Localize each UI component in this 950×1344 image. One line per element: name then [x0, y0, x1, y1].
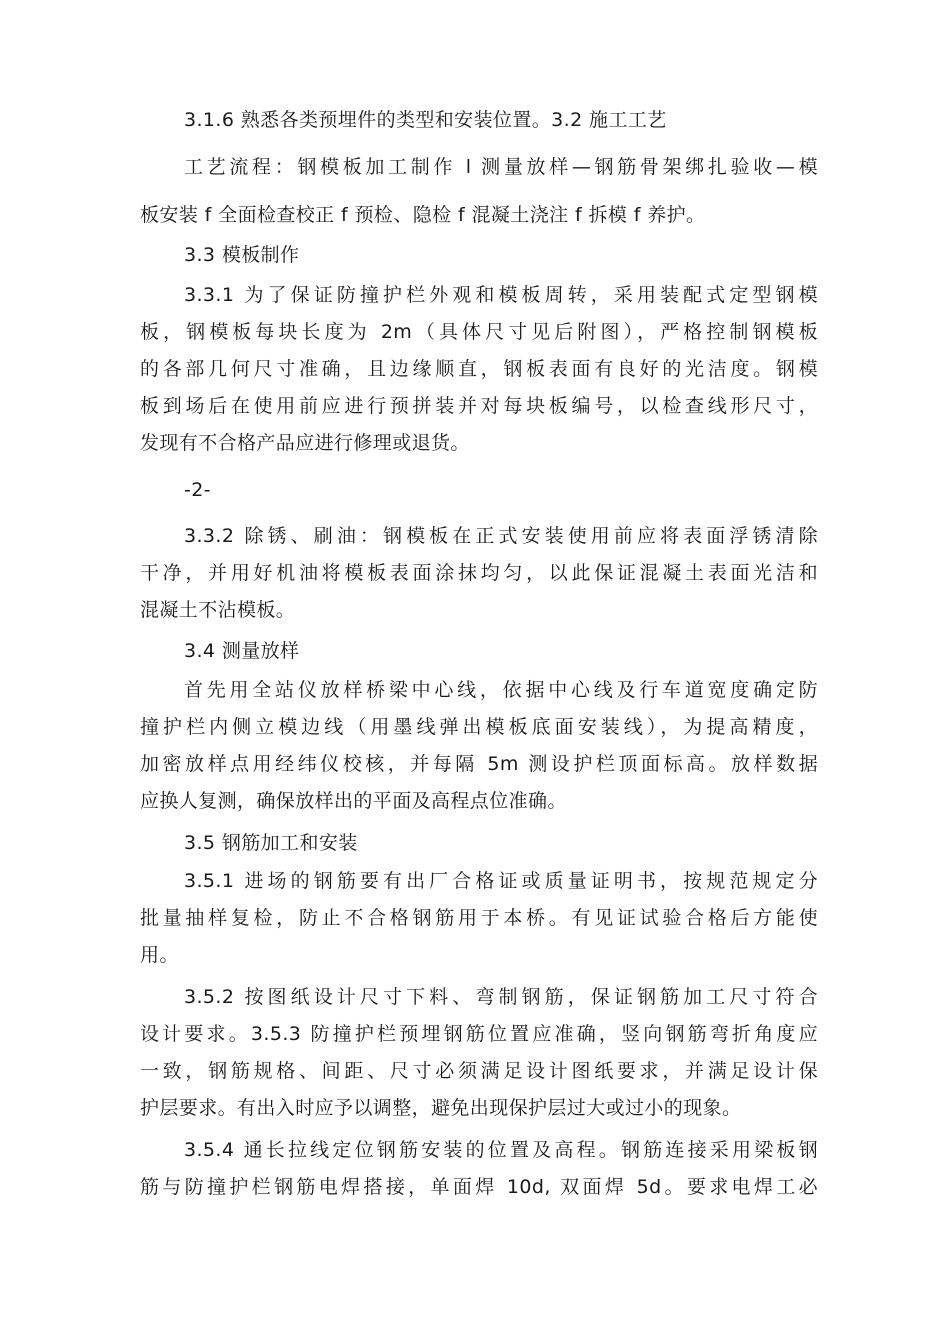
- text-line: 板，钢模板每块长度为 2m（具体尺寸见后附图），严格控制钢模板: [140, 321, 818, 343]
- section-heading: 3.4 测量放样: [184, 640, 300, 662]
- text-line: 批量抽样复检，防止不合格钢筋用于本桥。有见证试验合格后方能使: [140, 907, 818, 929]
- text-line: 板安装 f 全面检查校正 f 预检、隐检 f 混凝土浇注 f 拆模 f 养护。: [140, 204, 706, 226]
- text-line: 一致，钢筋规格、间距、尺寸必须满足设计图纸要求，并满足设计保: [140, 1060, 818, 1082]
- text-line: 板到场后在使用前应进行预拼装并对每块板编号，以检查线形尺寸，: [140, 395, 818, 417]
- text-line: 的各部几何尺寸准确，且边缘顺直，钢板表面有良好的光洁度。钢模: [140, 358, 818, 380]
- text-line: 3.3.1 为了保证防撞护栏外观和模板周转，采用装配式定型钢模: [184, 284, 818, 306]
- text-line: 加密放样点用经纬仪校核，并每隔 5m 测设护栏顶面标高。放样数据: [140, 753, 818, 775]
- text-line: 3.5.4 通长拉线定位钢筋安装的位置及高程。钢筋连接采用梁板钢: [184, 1139, 818, 1161]
- text-line: 3.5.1 进场的钢筋要有出厂合格证或质量证明书，按规范规定分: [184, 870, 818, 892]
- text-line: 设计要求。3.5.3 防撞护栏预埋钢筋位置应准确，竖向钢筋弯折角度应: [140, 1023, 818, 1045]
- text-line: 工艺流程：钢模板加工制作 l 测量放样—钢筋骨架绑扎验收—模: [184, 156, 818, 178]
- section-heading: 3.3 模板制作: [184, 244, 300, 266]
- text-line: 3.3.2 除锈、刷油：钢模板在正式安装使用前应将表面浮锈清除: [184, 525, 818, 547]
- section-heading: 3.5 钢筋加工和安装: [184, 832, 358, 854]
- text-line: 3.1.6 熟悉各类预埋件的类型和安装位置。3.2 施工工艺: [184, 109, 667, 131]
- text-line: 撞护栏内侧立模边线（用墨线弹出模板底面安装线），为提高精度，: [140, 716, 818, 738]
- page-number: -2-: [184, 479, 212, 501]
- text-line: 发现有不合格产品应进行修理或退货。: [140, 432, 470, 454]
- text-line: 用。: [140, 944, 179, 966]
- text-line: 护层要求。有出入时应予以调整，避免出现保护层过大或过小的现象。: [140, 1097, 742, 1119]
- text-line: 干净，并用好机油将模板表面涂抹均匀，以此保证混凝土表面光洁和: [140, 562, 818, 584]
- text-line: 筋与防撞护栏钢筋电焊搭接，单面焊 10d, 双面焊 5d。要求电焊工必: [140, 1176, 818, 1198]
- text-line: 首先用全站仪放样桥梁中心线，依据中心线及行车道宽度确定防: [184, 679, 818, 701]
- text-line: 应换人复测，确保放样出的平面及高程点位准确。: [140, 790, 567, 812]
- text-line: 3.5.2 按图纸设计尺寸下料、弯制钢筋，保证钢筋加工尺寸符合: [184, 986, 818, 1008]
- text-line: 混凝土不沾模板。: [140, 599, 296, 621]
